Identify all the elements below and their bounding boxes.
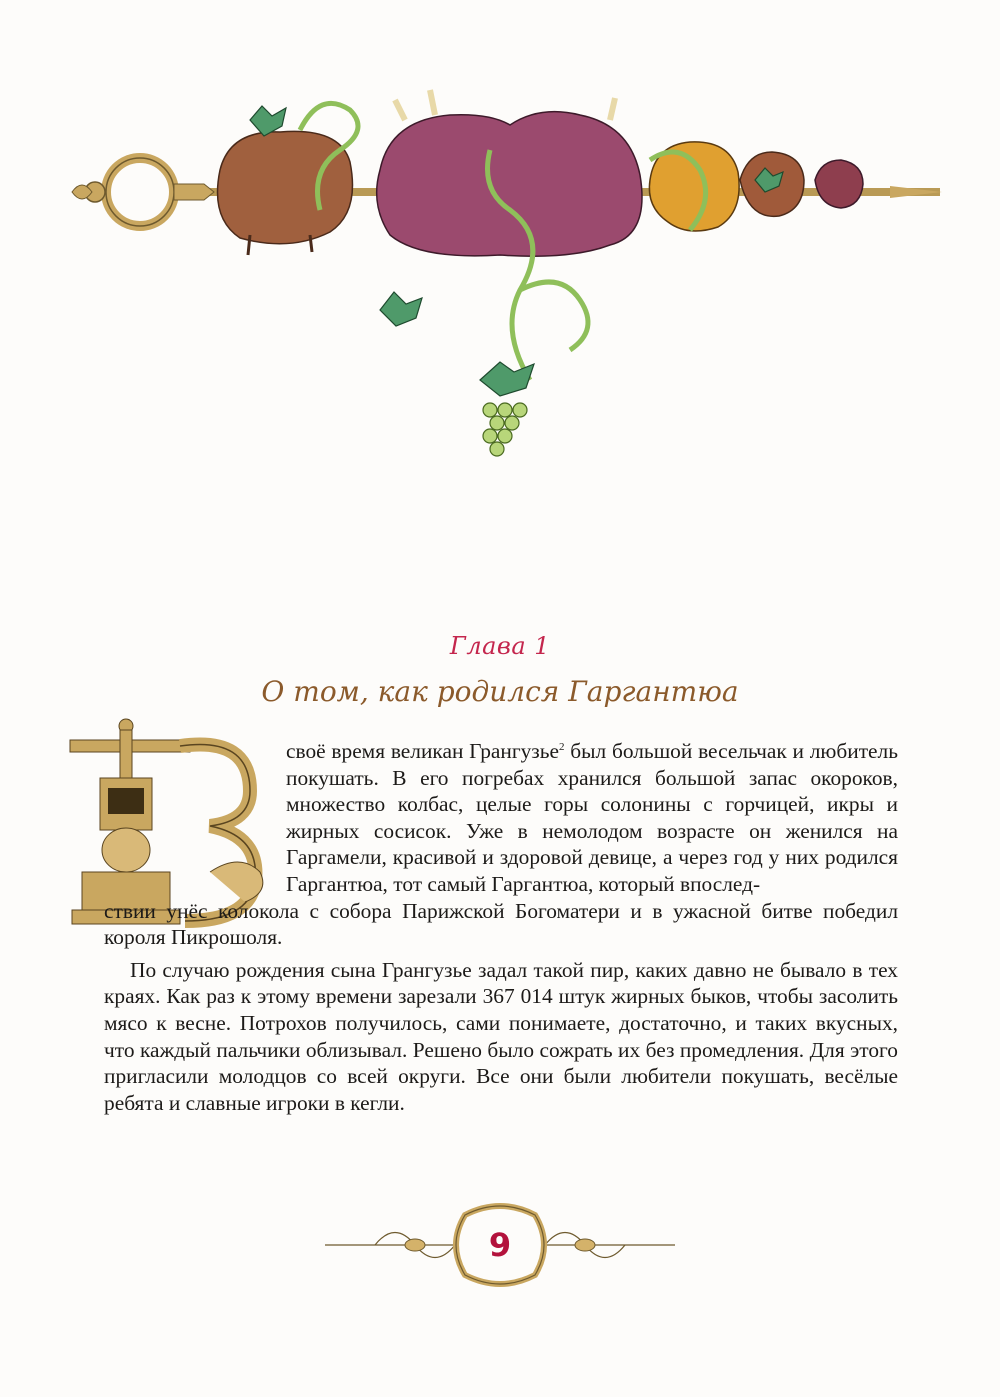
- paragraph-1-text-cont: был большой весельчак и любитель покушать. В его погребах хранился большой запас окороков, множество колбас, целые горы солонины с горчицей, икры и жирных сосисок. Уже в немолодом возрасте он женился на Гаргамели, красивой и здоровой девице, а через год у них родился Гаргантюа, тот самый Гаргантюа, который впослед-: [286, 739, 898, 896]
- footnote-ref[interactable]: 2: [559, 740, 565, 753]
- roast-meat-brown-icon: [218, 131, 353, 255]
- roasting-spit-illustration: [50, 60, 950, 480]
- chapter-body: [104, 738, 898, 1116]
- grape-cluster-icon: [483, 403, 527, 456]
- roast-meat-purple-icon: [377, 90, 642, 256]
- page-number: 9: [488, 1226, 512, 1264]
- paragraph-2: По случаю рождения сына Грангузье задал такой пир, каких давно не бывало в тех краях. Как раз к этому времени зарезали 367 014 штук жирных быков, чтобы засолить мясо к весне. Потрохов получилось, сами понимаете, достаточно, и таких вкусных, что каждый пальчики облизывал. Решено было сожрать их без промедления. Для этого пригласили молодцов со всей округи. Все они были любители покушать, весёлые ребята и славные игроки в кегли.: [104, 957, 898, 1115]
- paragraph-1: [104, 738, 898, 951]
- chapter-title: О том, как родился Гаргантюа: [261, 675, 739, 708]
- paragraph-1-text: своё время великан Грангузье: [286, 739, 560, 763]
- chapter-label: Глава 1: [449, 632, 551, 660]
- paragraph-1-tail: ствии унёс колокола с собора Парижской Богоматери и в ужасной битве победил короля Пикрошоля.: [104, 898, 898, 950]
- spit-handle-ring-icon: [72, 158, 214, 226]
